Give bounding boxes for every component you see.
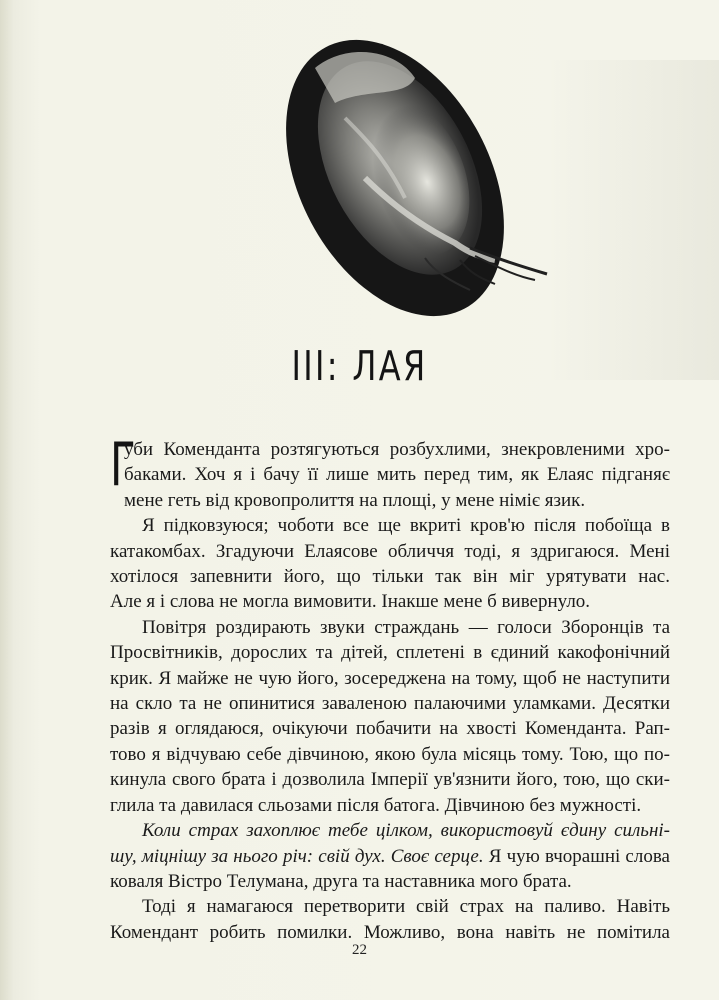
dark-oval-figure-illustration: [255, 28, 555, 318]
text-line: [110, 844, 670, 869]
text-line: Повітря роздирають звуки страждань — голоси Зборонців та: [142, 616, 670, 638]
paragraph-1: [110, 430, 670, 513]
text-line: Я підковзуюся; чоботи все ще вкриті кров'ю після побоїща в: [142, 515, 670, 537]
paragraph-4: [110, 818, 670, 894]
paragraph-2: [110, 513, 670, 615]
text-line: Просвітників, дорослих та дітей, сплетені в єдиний какофонічний: [110, 642, 670, 664]
text-line: [110, 818, 670, 843]
text-line: Тоді я намагаюся перетворити свій страх на паливо. Навіть: [142, 896, 670, 918]
italic-quote: шу, міцнішу за нього річ: свій дух. Своє серце.: [110, 845, 484, 867]
text-line: Але я і слова не могла вимовити. Інакше мене б вивернуло.: [110, 591, 591, 613]
text-line: тово я відчуваю себе дівчиною, якою була місяць тому. Тою, що по-: [110, 743, 670, 765]
text-line: на скло та не опинитися заваленою палаючими уламками. Десятки: [110, 693, 670, 715]
drop-cap: Г: [110, 430, 136, 500]
text-line: коваля Вістро Телумана, друга та наставника мого брата.: [110, 870, 572, 892]
paragraph-3: [110, 615, 670, 818]
text-line: уби Коменданта розтягуються розбухлими, знекровленими хро-: [124, 439, 670, 460]
italic-quote: Коли страх захоплює тебе цілком, використовуй єдину сильні-: [142, 820, 670, 842]
text-line: Комендант робить помилки. Можливо, вона навіть не помітила: [110, 921, 670, 943]
chapter-title: III: ЛАЯ: [291, 342, 428, 390]
paragraph-5: [110, 894, 670, 945]
text-line: кинула свого брата і дозволила Імперії ув'язнити його, тою, що ски-: [110, 769, 670, 791]
text-line: катакомбах. Згадуючи Елаясове обличчя тоді, я здригаюся. Мені: [110, 540, 670, 562]
text-line: хотілося запевнити його, що тільки так він міг урятувати нас.: [110, 566, 670, 588]
text-line: крик. Я майже не чую його, зосереджена на тому, щоб не наступити: [110, 667, 670, 689]
text-line: баками. Хоч я і бачу її лише мить перед тим, як Елаяс підганяє: [124, 464, 670, 486]
body-text: [110, 430, 670, 945]
text-fragment: Я чую вчорашні слова: [483, 845, 670, 867]
page-number: 22: [352, 942, 367, 958]
page-bleed-shadow: [549, 60, 719, 380]
text-line: разів я оглядаюся, очікуючи побачити на хвості Коменданта. Рап-: [110, 718, 670, 740]
text-line: мене геть від кровопролиття на площі, у мене німіє язик.: [124, 489, 586, 511]
text-line: глила та давилася сльозами після батога. Дівчиною без мужності.: [110, 794, 642, 816]
